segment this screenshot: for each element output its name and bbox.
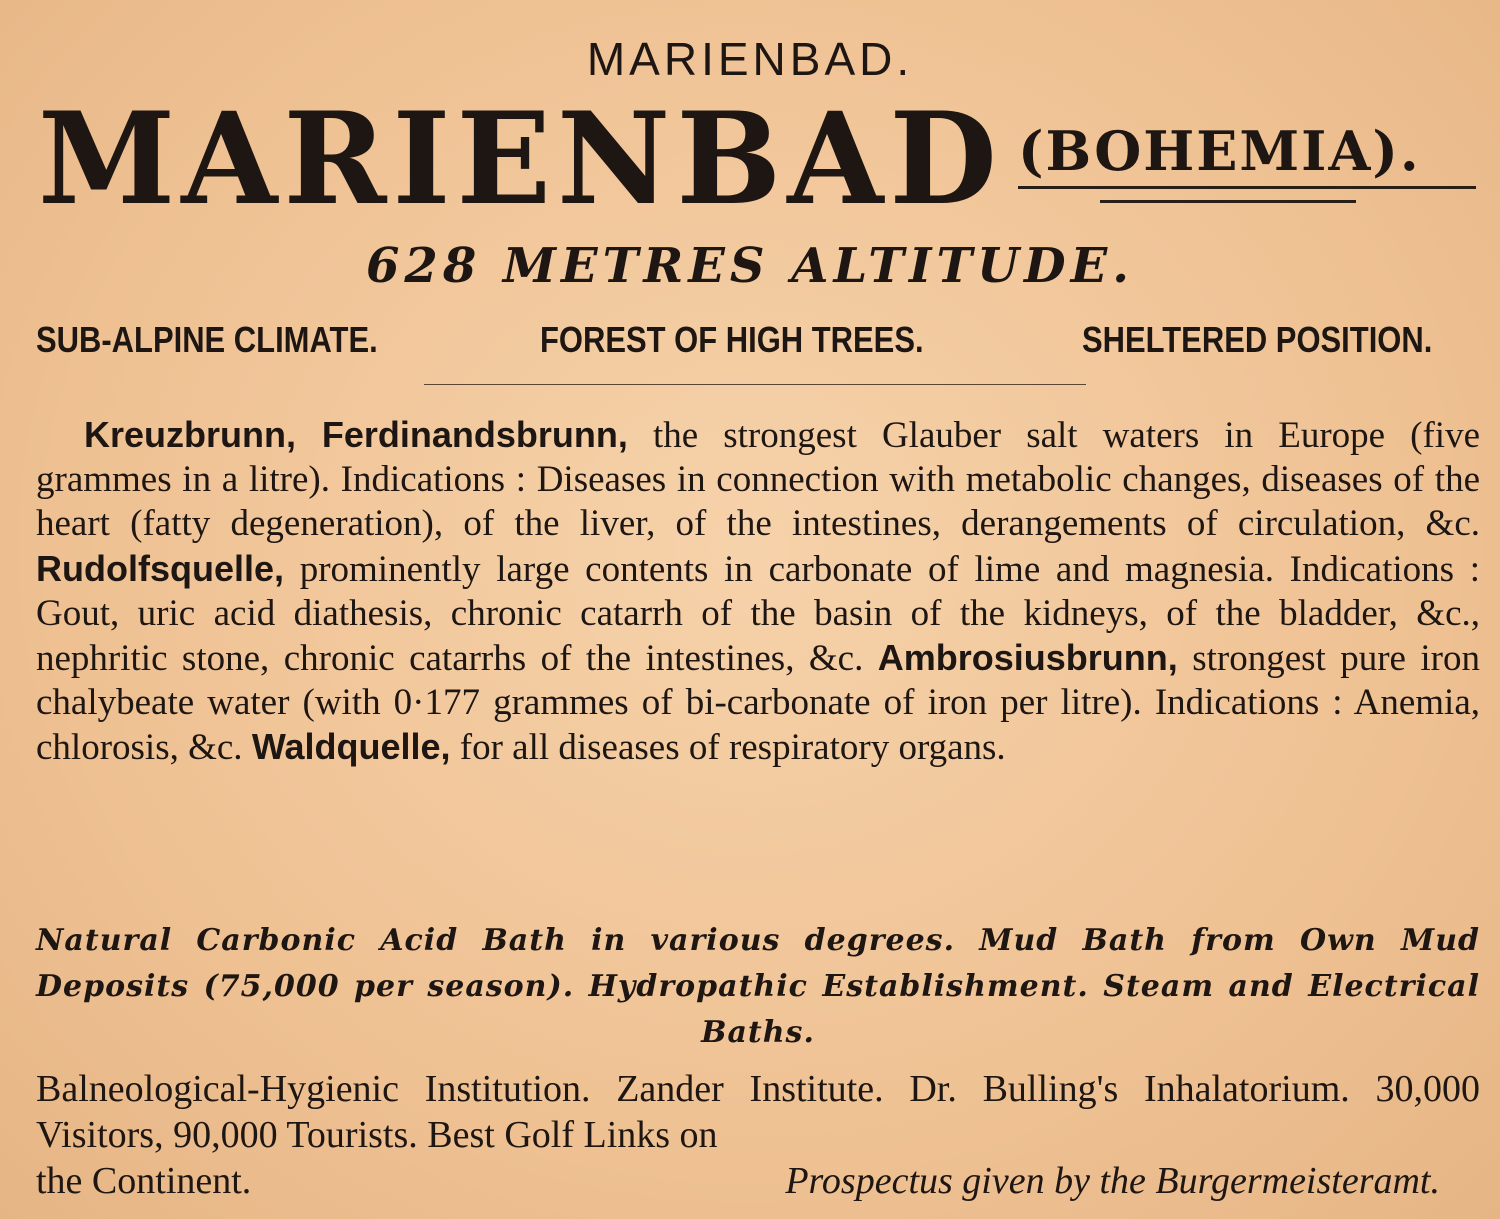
spring-name-rudolfsquelle: Rudolfsquelle, [36,547,285,589]
kicker-title: MARIENBAD. [586,33,914,85]
region-underline [1018,186,1476,189]
springs-paragraph [36,413,1480,771]
spring-text-waldquelle: for all diseases of respiratory organs. [459,727,1006,769]
altitude-line: 628 METRES ALTITUDE. [366,238,1134,294]
region-underline-short [1100,200,1356,203]
masthead-title: MARIENBAD [38,85,1003,234]
footer-paragraph: Balneological-Hygienic Institution. Zander Institute. Dr. Bulling's Inhalatorium. 30,000 Visitors, 90,000 Tourists. Best Golf Links on [36,1068,1480,1156]
spring-name-waldquelle: Waldquelle, [251,726,451,768]
spring-name-kreuzbrunn: Kreuzbrunn, Ferdinandsbrunn, [84,414,628,455]
spring-text-rudolfsquelle: prominently large contents in carbonate of lime and magnesia. Indications : Gout, uric acid diathesis, chronic catarrh of the basin of the kidneys, of the bladder, &c., nephritic stone, chronic catarrhs of the intestines, &c. [36,548,1480,680]
footer-last-text: the Continent. [36,1160,252,1202]
feature-climate: SUB-ALPINE CLIMATE. [36,319,378,360]
region-label: (BOHEMIA). [1018,119,1421,183]
footer-last-line [36,1158,1480,1204]
feature-position: SHELTERED POSITION. [1082,319,1433,360]
prospectus-note: Prospectus given by the Burgermeisteramt. [785,1160,1440,1202]
features-row [36,319,1476,366]
feature-forest: FOREST OF HIGH TREES. [540,319,924,360]
baths-paragraph: Natural Carbonic Acid Bath in various degrees. Mud Bath from Own Mud Deposits (75,000 per season). Hydropathic Establishment. Steam and Electrical Baths. [36,923,1480,1050]
section-divider [424,384,1086,385]
spring-text-ambrosiusbrunn: strongest pure iron chalybeate water (with 0·177 grammes of bi-carbonate of iron per litre). Indications : Anemia, chlorosis, &c. [36,638,1480,769]
spring-text-kreuzbrunn: the strongest Glauber salt waters in Europe (five grammes in a litre). Indications : Diseases in connection with metabolic changes, diseases of the heart (fatty degeneration), of the liver, of the intestines, derangements of circulation, &c. [36,415,1481,545]
spring-name-ambrosiusbrunn: Ambrosiusbrunn, [877,637,1178,679]
